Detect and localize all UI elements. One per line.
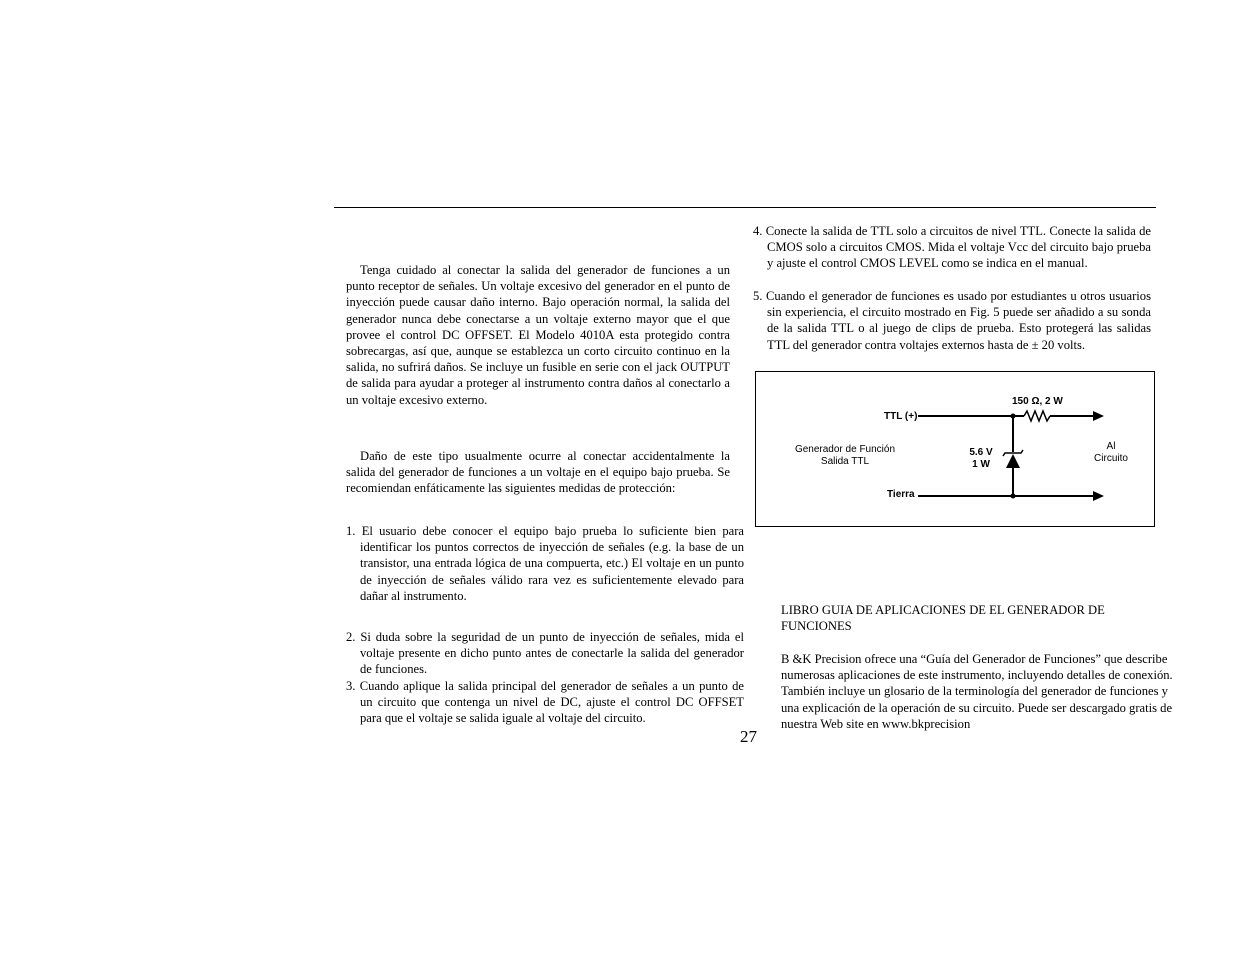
paragraph-damage: Daño de este tipo usualmente ocurre al conectar accidentalmente la salida del generador de funciones a un voltaje en el equipo bajo prueba. Se recomiendan enfáticamente las siguientes medidas de protección:	[346, 449, 730, 496]
list-item-2: 2. Si duda sobre la seguridad de un punto de inyección de señales, mida el voltaje presente en dicho punto antes de conectarle la salida del generador de funciones.	[346, 630, 744, 677]
list-item-5: 5. Cuando el generador de funciones es usado por estudiantes u otros usuarios sin experiencia, el circuito mostrado en Fig. 5 puede ser añadido a su sonda de la salida TTL o al juego de clips de prueba. Esto protegerá las salidas TTL del generador contra voltajes externos hasta de ± 20 volts.	[753, 289, 1151, 352]
destination-label-line1: Al	[1106, 441, 1116, 452]
zener-diode-symbol	[1006, 454, 1020, 468]
ground-label: Tierra	[887, 489, 915, 500]
circuit-figure	[755, 371, 1155, 527]
source-label-line2: Salida TTL	[820, 456, 870, 467]
page-number: 27	[740, 727, 757, 746]
circuit-diagram	[756, 372, 1156, 528]
ground-arrow	[1093, 491, 1104, 501]
resistor-label: 150 Ω, 2 W	[1012, 396, 1063, 407]
paragraph-caution: Tenga cuidado al conectar la salida del generador de funciones a un punto receptor de señales. Un voltaje excesivo del generador en el punto de inyección puede causar daño interno. Bajo operación normal, la salida del generador nunca debe conectarse a un voltaje externo mayor que el que provee el control DC OFFSET. El Modelo 4010A esta protegido contra sobrecargas, así que, aunque se establezca un corto circuito continuo en la salida, no sufrirá daños. Se incluye un fusible en serie con el jack OUTPUT de salida para ayudar a proteger al instrumento contra daños al conectarlo a un voltaje excesivo externo.	[346, 263, 730, 407]
zener-label-line2: 1 W	[972, 459, 990, 470]
junction-dot-bottom	[1011, 494, 1016, 499]
destination-label-line2: Circuito	[1094, 453, 1128, 464]
junction-dot-top	[1011, 414, 1016, 419]
ttl-label: TTL (+)	[884, 411, 918, 422]
zener-label-line1: 5.6 V	[969, 447, 993, 458]
list-item-3: 3. Cuando aplique la salida principal del generador de señales a un punto de un circuito que contenga un nivel de DC, ajuste el control DC OFFSET para que el voltaje se salida iguale al voltaje del circuito.	[346, 679, 744, 726]
header-rule	[334, 207, 1156, 208]
guide-heading: LIBRO GUIA DE APLICACIONES DE EL GENERADOR DE FUNCIONES	[781, 603, 1105, 634]
guide-paragraph: B &K Precision ofrece una “Guía del Generador de Funciones” que describe numerosas aplicaciones de este instrumento, incluyendo detalles de conexión. También incluye un glosario de la terminología del generador de funciones y una explicación de la operación de su circuito. Puede ser descargado gratis de nuestra Web site en www.bkprecision	[781, 652, 1173, 731]
output-arrow	[1093, 411, 1104, 421]
list-item-1: 1. El usuario debe conocer el equipo bajo prueba lo suficiente bien para identificar los puntos correctos de inyección de señales (e.g. la base de un transistor, una entrada lógica de una compuerta, etc.) El voltaje en un punto de inyección de señales válido rara vez es suficientemente elevado para dañar al instrumento.	[346, 524, 744, 603]
resistor-symbol	[1024, 411, 1050, 421]
source-label-line1: Generador de Función	[794, 444, 896, 455]
list-item-4: 4. Conecte la salida de TTL solo a circuitos de nivel TTL. Conecte la salida de CMOS solo a circuitos CMOS. Mida el voltaje Vcc del circuito bajo prueba y ajuste el control CMOS LEVEL como se indica en el manual.	[753, 224, 1151, 271]
